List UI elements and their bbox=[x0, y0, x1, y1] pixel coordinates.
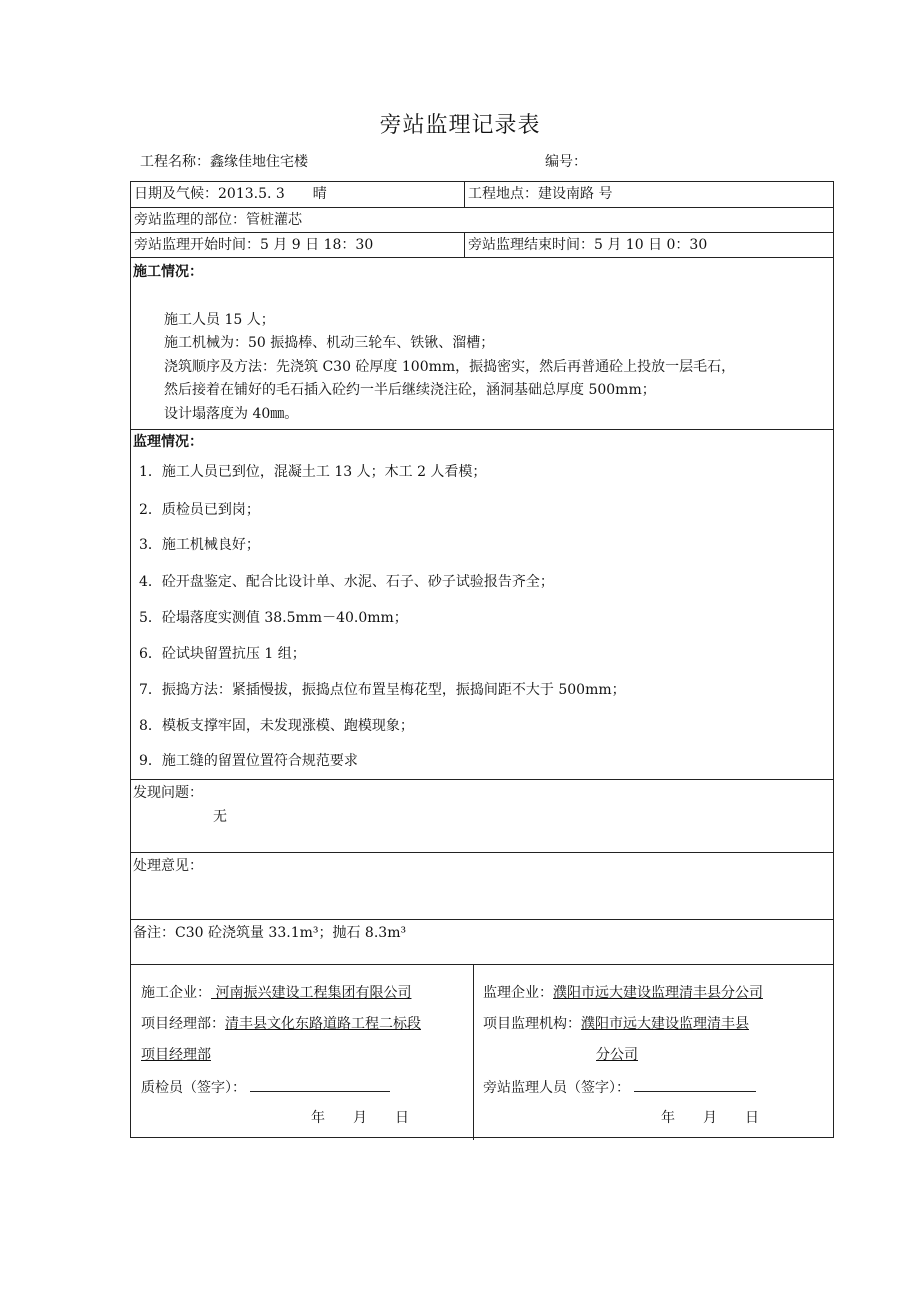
supervision-item: 8．模板支撑牢固，未发现涨模、跑模现象； bbox=[139, 718, 414, 734]
quality-inspector-label: 质检员（签字）： bbox=[141, 1080, 246, 1096]
document-title: 旁站监理记录表 bbox=[379, 113, 541, 138]
project-name bbox=[140, 151, 308, 171]
project-manager-dept-value: 清丰县文化东路道路工程二标段 bbox=[225, 1016, 421, 1032]
construction-line: 设计塌落度为 40㎜。 bbox=[164, 406, 299, 422]
project-name-value: 鑫缘佳地住宅楼 bbox=[210, 154, 308, 170]
supervision-item: 1．施工人员已到位，混凝土工 13 人；木工 2 人看模； bbox=[139, 464, 487, 480]
record-number-label: 编号： bbox=[545, 154, 587, 170]
supervision-item: 9．施工缝的留置位置符合规范要求 bbox=[139, 753, 358, 769]
section-problems bbox=[131, 779, 833, 852]
row-times bbox=[131, 232, 833, 257]
record-table bbox=[130, 181, 834, 1138]
row-part bbox=[131, 207, 833, 232]
construction-line: 施工机械为：50 振捣棒、机动三轮车、铁锹、溜槽； bbox=[164, 335, 495, 351]
supervision-item: 3．施工机械良好； bbox=[139, 537, 260, 553]
signature-divider bbox=[473, 965, 474, 1140]
supervision-company-label: 监理企业： bbox=[483, 985, 553, 1001]
right-date: 年 月 日 bbox=[661, 1110, 759, 1126]
quality-inspector-signature-field[interactable] bbox=[250, 1077, 390, 1092]
supervision-company-value: 濮阳市远大建设监理清丰县分公司 bbox=[553, 985, 763, 1001]
construction-line: 浇筑顺序及方法：先浇筑 C30 砼厚度 100mm，振捣密实，然后再普通砼上投放一层毛石， bbox=[164, 359, 736, 375]
project-manager-dept-line2 bbox=[141, 1045, 211, 1065]
supervision-item: 2．质检员已到岗； bbox=[139, 502, 260, 518]
section-signatures bbox=[131, 964, 833, 1139]
supervisor-signature bbox=[483, 1077, 756, 1098]
supervisor-signature-field[interactable] bbox=[634, 1077, 756, 1092]
problems-heading: 发现问题： bbox=[133, 785, 203, 801]
section-supervision bbox=[131, 429, 833, 779]
supervision-item: 7．振捣方法：紧插慢拔，振捣点位布置呈梅花型，振捣间距不大于 500mm； bbox=[139, 682, 626, 698]
construction-company bbox=[141, 983, 411, 1003]
supervision-part: 旁站监理的部位：管桩灌芯 bbox=[134, 212, 302, 228]
construction-line: 施工人员 15 人； bbox=[164, 312, 275, 328]
project-manager-dept-label: 项目经理部： bbox=[141, 1016, 225, 1032]
project-supervision-org-line2 bbox=[596, 1045, 638, 1065]
section-remarks bbox=[131, 919, 833, 964]
construction-company-value: 河南振兴建设工程集团有限公司 bbox=[211, 985, 412, 1001]
supervision-item: 5．砼塌落度实测值 38.5mm－40.0mm； bbox=[139, 610, 408, 626]
section-opinion bbox=[131, 852, 833, 919]
project-manager-dept-value-2: 项目经理部 bbox=[141, 1047, 211, 1063]
row-date-location bbox=[131, 182, 833, 207]
supervision-heading: 监理情况： bbox=[133, 434, 203, 450]
supervision-item: 4．砼开盘鉴定、配合比设计单、水泥、石子、砂子试验报告齐全； bbox=[139, 574, 554, 590]
supervision-company bbox=[483, 983, 763, 1003]
supervision-item: 6．砼试块留置抗压 1 组； bbox=[139, 646, 306, 662]
project-supervision-org-value-2: 分公司 bbox=[596, 1047, 638, 1063]
project-manager-dept bbox=[141, 1014, 421, 1034]
quality-inspector-signature bbox=[141, 1077, 390, 1098]
problems-value: 无 bbox=[213, 809, 227, 825]
project-supervision-org-value: 濮阳市远大建设监理清丰县 bbox=[581, 1016, 749, 1032]
start-time: 旁站监理开始时间：5 月 9 日 18：30 bbox=[134, 237, 374, 253]
end-time: 旁站监理结束时间：5 月 10 日 0：30 bbox=[464, 233, 834, 257]
supervisor-signature-label: 旁站监理人员（签字）： bbox=[483, 1080, 630, 1096]
remarks-text: 备注：C30 砼浇筑量 33.1m³；抛石 8.3m³ bbox=[133, 925, 407, 941]
record-number bbox=[545, 151, 587, 171]
construction-line: 然后接着在铺好的毛石插入砼约一半后继续浇注砼，涵洞基础总厚度 500mm； bbox=[164, 382, 656, 398]
project-name-label: 工程名称： bbox=[140, 154, 210, 170]
section-construction bbox=[131, 257, 833, 429]
left-date: 年 月 日 bbox=[311, 1110, 409, 1126]
opinion-heading: 处理意见： bbox=[133, 858, 203, 874]
project-location: 工程地点：建设南路 号 bbox=[464, 182, 834, 207]
construction-heading: 施工情况： bbox=[133, 264, 203, 280]
project-supervision-org bbox=[483, 1014, 749, 1034]
date-weather: 日期及气候：2013.5. 3 晴 bbox=[134, 186, 327, 202]
construction-company-label: 施工企业： bbox=[141, 985, 211, 1001]
project-supervision-org-label: 项目监理机构： bbox=[483, 1016, 581, 1032]
